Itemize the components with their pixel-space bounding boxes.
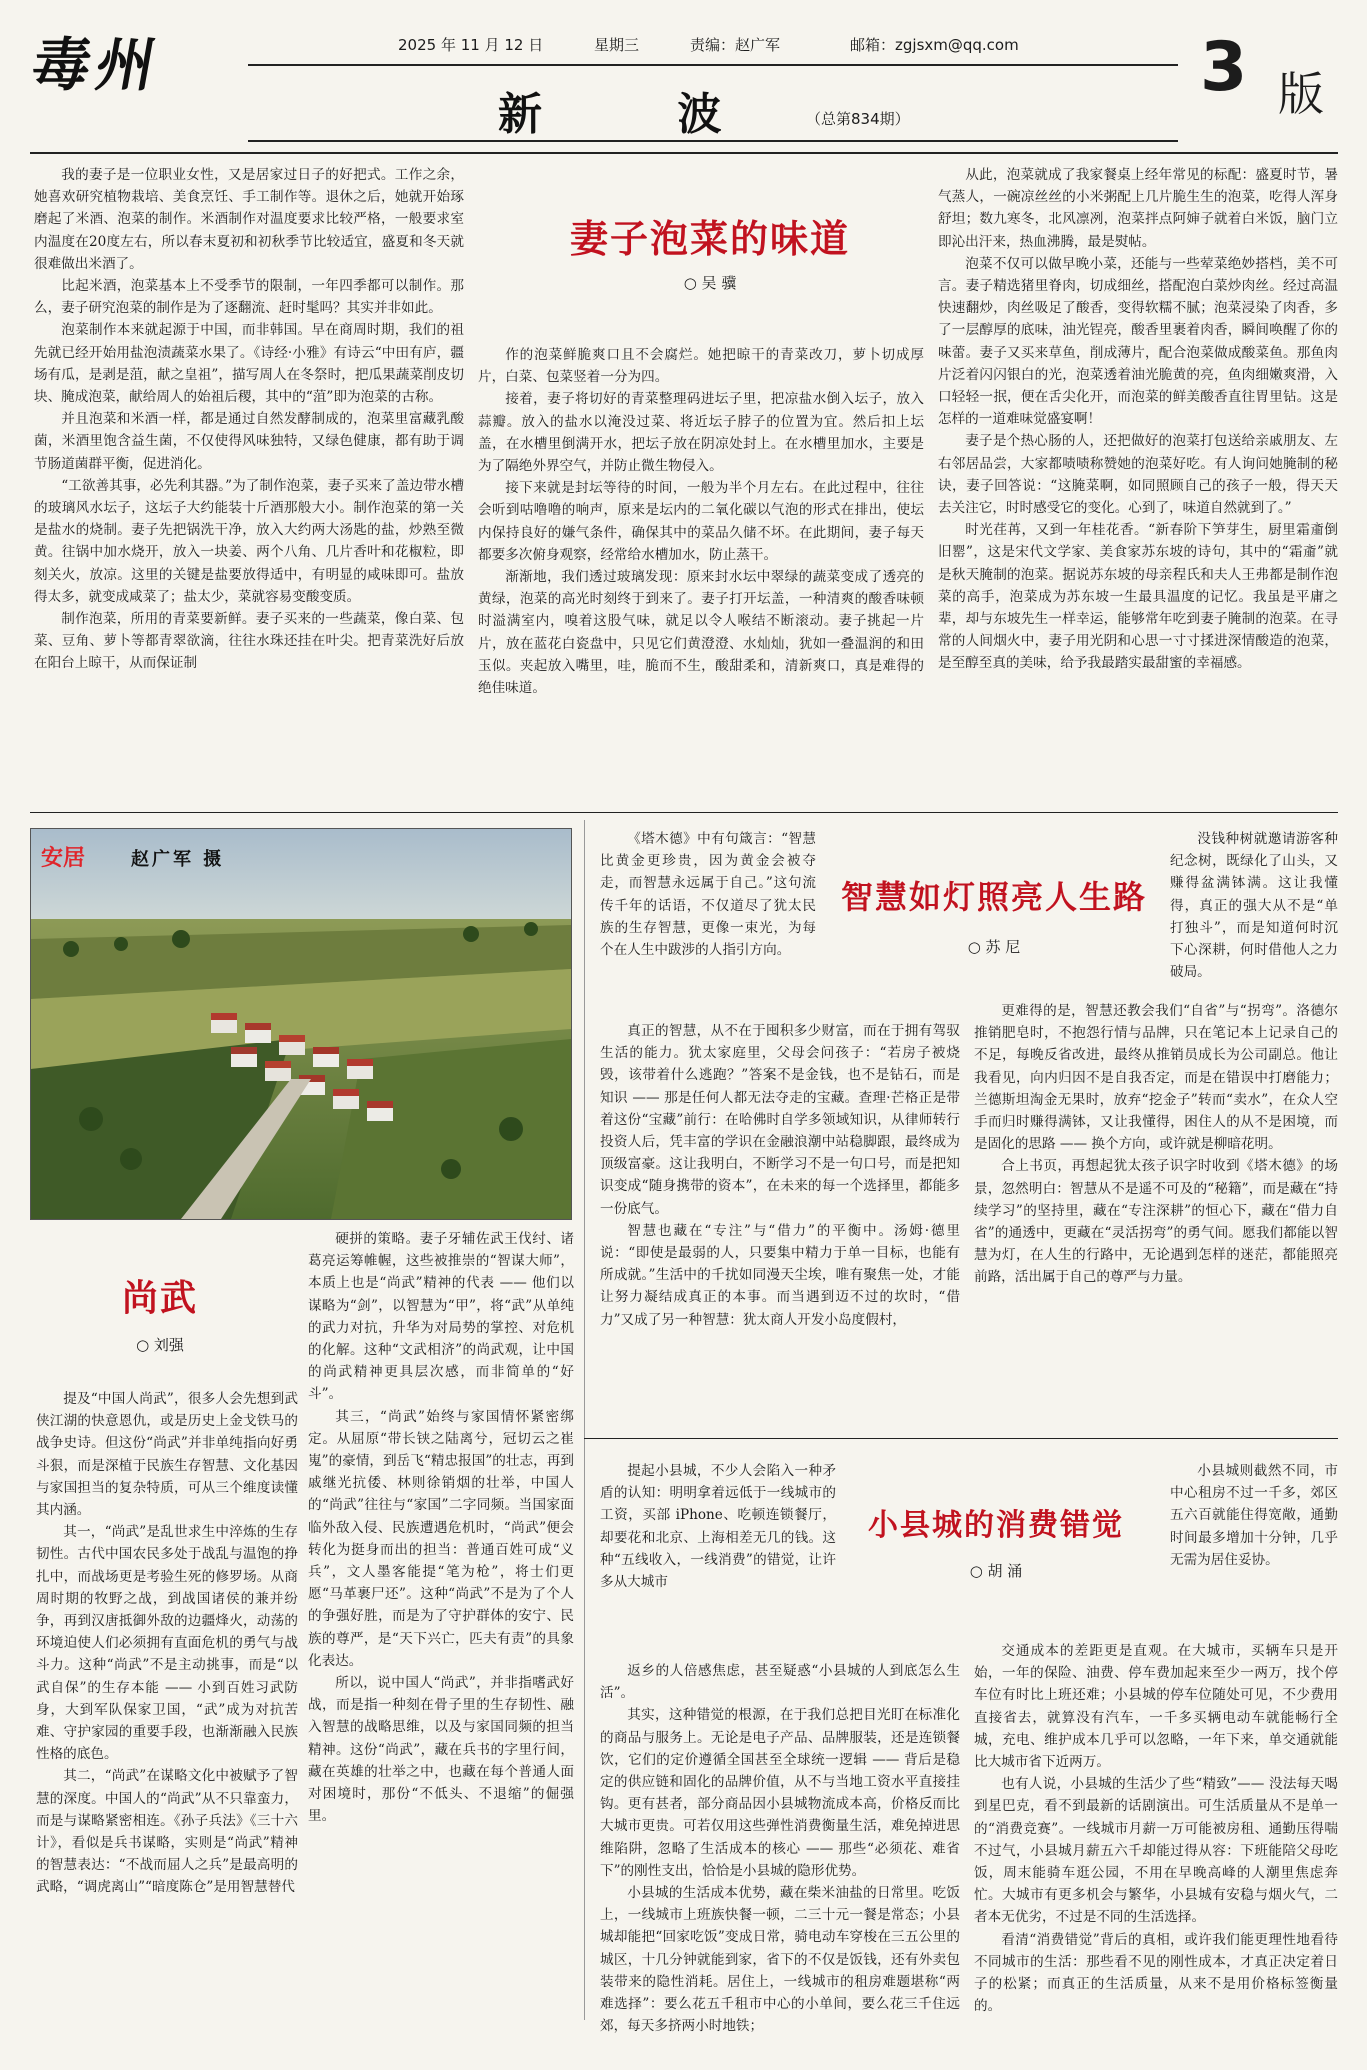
- page-unit: 版: [1278, 67, 1324, 121]
- paragraph: 小县城则截然不同，市中心租房不过一千多，郊区五六百就能住得宽敞，通勤时间最多增加十分钟，几乎无需为居住妥协。: [1170, 1463, 1338, 1568]
- divider-upper: [30, 812, 1338, 813]
- paragraph: 看清“消费错觉”背后的真相，或许我们能更理性地看待不同城市的生活：那些看不见的刚性成本，才真正决定着日子的松紧；而真正的生活质量，从来不是用价格标签衡量的。: [974, 1931, 1338, 2015]
- paragraph: 提起小县城，不少人会陷入一种矛盾的认知：明明拿着远低于一线城市的工资，买部 iPhone、吃顿连锁餐厅，却要花和北京、上海相差无几的钱。这种“五线收入，一线消费”的错觉，让许多从大城市: [600, 1463, 836, 1591]
- article1-col2: [478, 344, 924, 800]
- article4-col1-intro: [600, 1460, 836, 1660]
- paragraph: 从此，泡菜就成了我家餐桌上经年常见的标配：盛夏时节，暑气蒸人，一碗凉丝丝的小米粥配上几片脆生生的泡菜，吃得人浑身舒坦；数九寒冬，北风凛冽，泡菜拌点阿婶子就着白米饭，脑门立即沁出汗来，热血沸腾，最是熨帖。: [938, 167, 1338, 250]
- paragraph: 我的妻子是一位职业女性，又是居家过日子的好把式。工作之余，她喜欢研究植物栽培、美食烹饪、手工制作等。退休之后，她就开始琢磨起了米酒、泡菜的制作。米酒制作对温度要求比较严格，一般要求室内温度在20度左右，所以春末夏初和初秋季节比较适宜，盛夏和冬天就很难做出米酒了。: [34, 167, 464, 272]
- paragraph: 也有人说，小县城的生活少了些“精致”—— 没法每天喝到星巴克，看不到最新的话剧演出。可生活质量从不是单一的“消费竞赛”。一线城市月薪一万可能被房租、通勤压得喘不过气，小县城月薪五六千却能过得从容：下班能陪父母吃饭，周末能骑车逛公园，不用在早晚高峰的人潮里焦虑奔忙。大城市有更多机会与繁华，小县城有安稳与烟火气，二者本无优劣，不过是不同的生活选择。: [974, 1776, 1338, 1926]
- divider-vertical-mid: [584, 820, 585, 2020]
- editor-email[interactable]: 邮箱：zgjsxm@qq.com: [850, 36, 1019, 54]
- paragraph: 妻子是个热心肠的人，还把做好的泡菜打包送给亲戚朋友、左右邻居品尝，大家都啧啧称赞她的泡菜好吃。有人询问她腌制的秘诀，妻子回答说：“这腌菜啊，如同照顾自己的孩子一般，得天天去关注它，时时感受它的变化。心到了，味道自然就到了。”: [938, 433, 1338, 517]
- page-editor: 责编：赵广军: [690, 36, 781, 54]
- photo-illustration: [31, 829, 571, 1219]
- issue-weekday: 星期三: [594, 36, 640, 54]
- paragraph: 合上书页，再想起犹太孩子识字时收到《塔木德》的场景，忽然明白：智慧从不是遥不可及的“秘籍”，而是藏在“持续学习”的坚持里，藏在“专注深耕”的恒心下，藏在“借力自省”的通透中，更藏在“灵活拐弯”的勇气间。愿我们都能以智慧为灯，在人生的行路中，无论遇到怎样的迷茫，都能照亮前路，活出属于自己的尊严与力量。: [974, 1158, 1338, 1286]
- paragraph: 更难得的是，智慧还教会我们“自省”与“拐弯”。洛德尔推销肥皂时，不抱怨行情与品牌，只在笔记本上记录自己的不足，每晚反省改进，最终从推销员成长为公司副总。他让我看见，向内归因不是自我否定，而是在错误中打磨能力；兰德斯坦淘金无果时，放弃“挖金子”转而“卖水”，在众人空手而归时赚得满钵，又让我懂得，困住人的从不是困境，而是固化的思路 —— 换个方向，或许就是柳暗花明。: [974, 1003, 1338, 1153]
- paragraph: 泡菜不仅可以做早晚小菜，还能与一些荤菜绝妙搭档，美不可言。妻子精选猪里脊肉，切成细丝，搭配泡白菜炒肉丝。经过高温快速翻炒，肉丝吸足了酸香，变得软糯不腻；泡菜浸染了肉香，多了一层醇厚的底味，油光锃亮，酸香里裹着肉香，瞬间唤醒了你的味蕾。妻子又买来草鱼，削成薄片，配合泡菜做成酸菜鱼。那鱼肉片泛着闪闪银白的光，泡菜透着油光脆黄的亮，鱼肉细嫩爽滑，入口轻轻一抿，便在舌尖化开，而泡菜的鲜美酸香直往胃里钻。这是怎样的一道难味觉盛宴啊！: [938, 255, 1338, 428]
- article2-col2-intro: [1170, 828, 1338, 1000]
- paragraph: 时光荏苒，又到一年桂花香。“新春阶下笋芽生，厨里霜齑倒旧罂”，这是宋代文学家、美食家苏东坡的诗句，其中的“霜齑”就是秋天腌制的泡菜。据说苏东坡的母亲程氏和夫人王弗都是制作泡菜的高手，泡菜成为苏东坡一生最具温度的记忆。我虽是平庸之辈，却与东坡先生一样幸运，能够常年吃到妻子腌制的泡菜。在寻常的人间烟火中，妻子用光阴和心思一寸寸揉进深情酸造的泡菜，是至醇至真的美味，给予我最踏实最甜蜜的幸福感。: [938, 522, 1338, 672]
- paragraph: 作的泡菜鲜脆爽口且不会腐烂。她把晾干的青菜改刀，萝卜切成厚片，白菜、包菜竖着一分为四。: [478, 347, 924, 386]
- article3-col2: [308, 1228, 574, 2064]
- paragraph: 并且泡菜和米酒一样，都是通过自然发酵制成的，泡菜里富藏乳酸菌，米酒里饱含益生菌，不仅使得风味独特，又绿色健康，都有助于调节肠道菌群平衡，促进消化。: [34, 411, 464, 472]
- paragraph: 比起米酒，泡菜基本上不受季节的限制，一年四季都可以制作。那么，妻子研究泡菜的制作是为了逐翻流、赶时髦吗？其实并非如此。: [34, 278, 464, 317]
- paragraph: 其三，“尚武”始终与家国情怀紧密绑定。从屈原“带长铗之陆离兮，冠切云之崔嵬”的豪情，到岳飞“精忠报国”的壮志，再到戚继光抗倭、林则徐销烟的壮举，中国人的“尚武”往往与“家国”二字同频。当国家面临外敌入侵、民族遭遇危机时，“尚武”便会转化为挺身而出的担当：普通百姓可成“义兵”，文人墨客能提“笔为枪”，将士们更愿“马革裹尸还”。这种“尚武”不是为了个人的争强好胜，而是为了守护群体的安宁、民族的尊严，是“天下兴亡，匹夫有责”的具象化表达。: [308, 1408, 574, 1669]
- article4-col1: [600, 1660, 960, 2064]
- paragraph: “工欲善其事，必先利其器。”为了制作泡菜，妻子买来了盖边带水槽的玻璃风水坛子，这坛子大约能装十斤酒那般大小。制作泡菜的第一关是盐水的烧制。妻子先把锅洗干净，放入大约两大汤匙的盐，炒熟至微黄。往锅中加水烧开，放入一块姜、两个八角、几片香叶和花椒粒，即刻关火，放凉。这里的关键是盐要放得适中，有明显的咸味即可。盐放得太多，就变成咸菜了；盐太少，菜就容易变酸变质。: [34, 477, 464, 605]
- village-aerial-photo[interactable]: [30, 828, 572, 1220]
- article1-col1: [34, 164, 464, 800]
- paragraph: 接下来就是封坛等待的时间，一般为半个月左右。在此过程中，往往会听到咕噜噜的响声，原来是坛内的二氧化碳以气泡的形式在排出，使坛内保持良好的嫌气条件，确保其中的菜品久储不坏。在此期间，妻子每天都要多次俯身观察，经常给水槽加水，防止蒸干。: [478, 480, 924, 563]
- photo-caption-label: 安居: [41, 846, 86, 871]
- paragraph: 硬拼的策略。妻子牙辅佐武王伐纣、诸葛亮运筹帷幄，这些被推崇的“智谋大师”，本质上也是“尚武”精神的代表 —— 他们以谋略为“剑”，以智慧为“甲”，将“武”从单纯的武力对抗，升华为对局势的掌控、对危机的化解。这种“文武相济”的尚武观，让中国的尚武精神更具层次感，而非简单的“好斗”。: [308, 1231, 574, 1403]
- article2-col1: [600, 1020, 960, 1470]
- article2-byline: ○ 苏 尼: [967, 938, 1021, 956]
- paragraph: 真正的智慧，从不在于囤积多少财富，而在于拥有驾驭生活的能力。犹太家庭里，父母会问孩子：“若房子被烧毁，该带着什么逃跑？”答案不是金钱，也不是钻石，而是知识 —— 那是任何人都无法夺走的宝藏。查理·芒格正是带着这份“宝藏”前行：在哈佛时自学多领域知识，从律师转行投资人后，凭丰富的学识在金融浪潮中站稳脚跟，最终成为顶级富豪。这让我明白，不断学习不是一句口号，而是把知识变成“随身携带的资本”，在未来的每一个选择里，都能多一份底气。: [600, 1023, 960, 1217]
- masthead-rule-bottom: [248, 140, 1178, 142]
- issue-total-number: （总第834期）: [806, 110, 910, 128]
- article1-byline: ○ 吴 骥: [683, 274, 737, 292]
- paragraph: 提及“中国人尚武”，很多人会先想到武侠江湖的快意恩仇，或是历史上金戈铁马的战争史诗。但这份“尚武”并非单纯指向好勇斗狠，而是深植于民族生存智慧、文化基因与家国担当的复杂特质，可从三个维度读懂其内涵。: [36, 1391, 298, 1519]
- masthead-rule-top: [248, 64, 1178, 66]
- paragraph: 小县城的生活成本优势，藏在柴米油盐的日常里。吃饭上，一线城市上班族快餐一顿，二三十元一餐是常态；小县城却能把“回家吃饭”变成日常，骑电动车穿梭在三五公里的城区，十几分钟就能到家，省下的不仅是饭钱，还有外卖包装带来的隐性消耗。居住上，一线城市的租房难题堪称“两难选择”：要么花五千租市中心的小单间，要么花三千住远郊，每天多挤两小时地铁；: [600, 1885, 960, 2035]
- page-number: 3: [1200, 28, 1248, 107]
- masthead-full-rule: [30, 152, 1338, 154]
- article3-col1: [36, 1388, 298, 2064]
- article1-headline[interactable]: 妻子泡菜的味道: [569, 217, 850, 261]
- divider-lower-right: [584, 1438, 1338, 1439]
- article1-col3: [938, 164, 1338, 800]
- article3-byline: ○ 刘强: [136, 1336, 184, 1354]
- photo-credit: 赵广军 摄: [131, 849, 225, 870]
- article4-byline: ○ 胡 涌: [969, 1562, 1023, 1580]
- article2-headline[interactable]: 智慧如灯照亮人生路: [840, 878, 1147, 916]
- article4-headline[interactable]: 小县城的消费错觉: [868, 1508, 1124, 1543]
- paragraph: 智慧也藏在“专注”与“借力”的平衡中。汤姆·德里说：“即使是最弱的人，只要集中精力于单一目标，也能有所成就。”生活中的千扰如同漫天尘埃，唯有聚焦一处，才能让努力凝结成真正的本事。而当遇到迈不过的坎时，“借力”又成了另一种智慧：犹太商人开发小岛度假村，: [600, 1222, 960, 1328]
- article3-headline[interactable]: 尚武: [121, 1278, 198, 1319]
- paragraph: 没钱种树就邀请游客种纪念树，既绿化了山头，又赚得盆满钵满。这让我懂得，真正的强大从不是“单打独斗”，而是知道何时沉下心深耕，何时借他人之力破局。: [1170, 831, 1338, 981]
- article2-col1-intro: [600, 828, 816, 1020]
- paragraph: 制作泡菜，所用的青菜要新鲜。妻子买来的一些蔬菜，像白菜、包菜、豆角、萝卜等都青翠欲滴，往往水珠还挂在叶尖。把青菜洗好后放在阳台上晾干，从而保证制: [34, 611, 464, 672]
- paragraph: 所以，说中国人“尚武”，并非指嗜武好战，而是指一种刻在骨子里的生存韧性、融入智慧的战略思维，以及与家国同频的担当精神。这份“尚武”，藏在兵书的字里行间，藏在英雄的壮举之中，也藏在每个普通人面对困境时，那份“不低头、不退缩”的倔强里。: [308, 1675, 574, 1825]
- paragraph: 接着，妻子将切好的青菜整理码进坛子里，把凉盐水倒入坛子，放入蒜瓣。放入的盐水以淹没过菜、将近坛子脖子的位置为宜。然后扣上坛盖，在水槽里倒满开水，把坛子放在阴凉处封上。在水槽里加水，主要是为了隔绝外界空气，并防止微生物侵入。: [478, 391, 924, 475]
- section-title: 新 波: [498, 89, 782, 140]
- newspaper-logo: 毒州: [26, 31, 167, 99]
- issue-date: 2025 年 11 月 12 日: [398, 36, 544, 54]
- paragraph: 泡菜制作本来就起源于中国，而非韩国。早在商周时期，我们的祖先就已经开始用盐泡渍蔬菜水果了。《诗经·小雅》有诗云“中田有庐，疆场有瓜，是剥是菹，献之皇祖”，描写周人在冬祭时，把瓜果蔬菜削皮切块、腌成泡菜，献给周人的始祖后稷，其中的“菹”即为泡菜的古称。: [34, 322, 464, 406]
- paragraph: 渐渐地，我们透过玻璃发现：原来封水坛中翠绿的蔬菜变成了透亮的黄绿，泡菜的高光时刻终于到来了。妻子打开坛盖，一种清爽的酸香味顿时溢满室内，嗅着这股气味，就足以令人喉结不断滚动。妻子挑起一片片，放在蓝花白瓷盘中，只见它们黄澄澄、水灿灿，犹如一叠温润的和田玉似。夹起放入嘴里，哇，脆而不生，酸甜柔和，清新爽口，真是难得的绝佳味道。: [478, 569, 924, 697]
- paragraph: 返乡的人倍感焦虑，甚至疑惑“小县城的人到底怎么生活”。: [600, 1663, 960, 1702]
- article4-col2-intro: [1170, 1460, 1338, 1640]
- paragraph: 其二，“尚武”在谋略文化中被赋予了智慧的深度。中国人的“尚武”从不只靠蛮力，而是与谋略紧密相连。《孙子兵法》《三十六计》，看似是兵书谋略，实则是“尚武”精神的智慧表达：“不战而屈人之兵”是最高明的武略，“调虎离山”“暗度陈仓”是用智慧替代: [36, 1768, 298, 1896]
- paragraph: 交通成本的差距更是直观。在大城市，买辆车只是开始，一年的保险、油费、停车费加起来至少一两万，找个停车位有时比上班还难；小县城的停车位随处可见，不少费用直接省去，就算没有汽车，一千多买辆电动车就能畅行全城，充电、维护成本几乎可以忽略，一年下来，单交通就能比大城市省下近两万。: [974, 1643, 1338, 1771]
- paragraph: 其实，这种错觉的根源，在于我们总把目光盯在标准化的商品与服务上。无论是电子产品、品牌服装，还是连锁餐饮，它们的定价遵循全国甚至全球统一逻辑 —— 背后是稳定的供应链和固化的品牌价值，从不与当地工资水平直接挂钩。更有甚者，部分商品因小县城物流成本高，价格反而比大城市更贵。可若仅用这些弹性消费衡量生活，难免掉进思维陷阱，忽略了生活成本的核心 —— 那些“必须花、难省下”的刚性支出，恰恰是小县城的隐形优势。: [600, 1707, 960, 1879]
- article4-col2: [974, 1640, 1338, 2064]
- paragraph: 《塔木德》中有句箴言：“智慧比黄金更珍贵，因为黄金会被夺走，而智慧永远属于自己。”这句流传千年的话语，不仅道尽了犹太民族的生存智慧，更像一束光，为每个在人生中跋涉的人指引方向。: [600, 831, 816, 959]
- paragraph: 其一，“尚武”是乱世求生中淬炼的生存韧性。古代中国农民多处于战乱与温饱的挣扎中，而战场更是考验生死的修罗场。从商周时期的牧野之战，到战国诸侯的兼并纷争，再到汉唐抵御外敌的边疆烽火，动荡的环境迫使人们必须拥有直面危机的勇气与战斗力。这种“尚武”不是主动挑事，而是“以武自保”的生存本能 —— 小到百姓习武防身，大到军队保家卫国，“武”成为对抗苦难、守护家园的重要手段，也渐渐融入民族性格的底色。: [36, 1524, 298, 1763]
- article2-col2: [974, 1000, 1338, 1470]
